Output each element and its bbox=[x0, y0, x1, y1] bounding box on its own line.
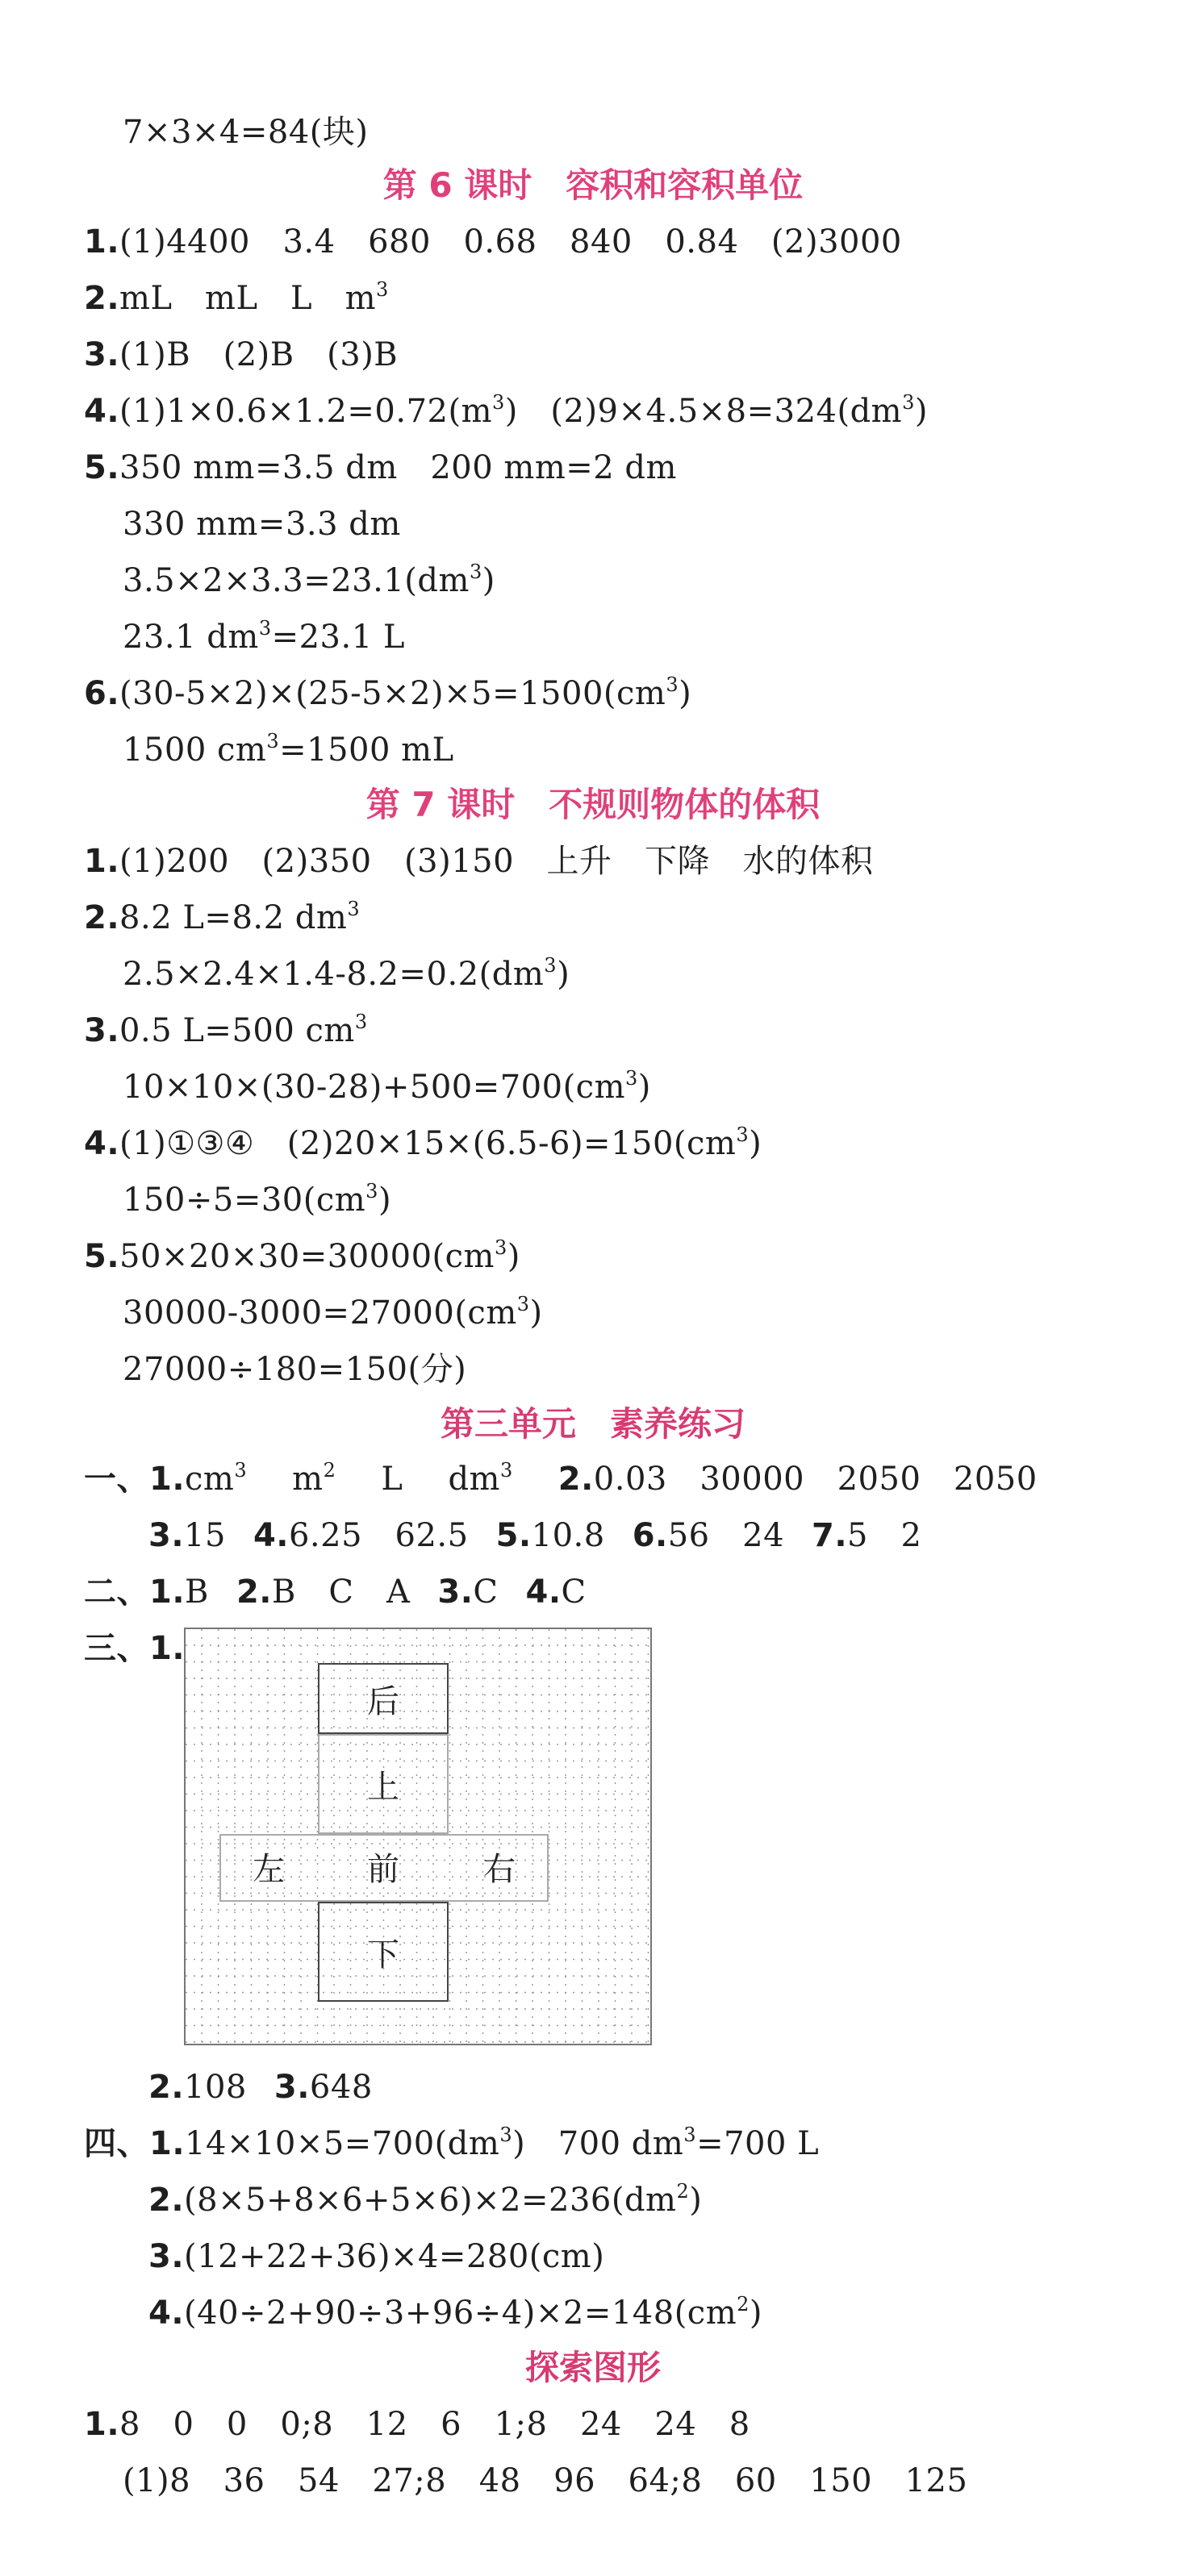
superscript: 2 bbox=[737, 2293, 750, 2315]
superscript: 3 bbox=[494, 1236, 507, 1259]
answer-3 bbox=[84, 1008, 368, 1053]
superscript: 3 bbox=[516, 1293, 530, 1315]
text: 7×3×4=84(块) bbox=[123, 114, 369, 151]
superscript: 3 bbox=[376, 278, 389, 301]
question-number: 5. bbox=[84, 449, 120, 486]
explore-line2 bbox=[123, 2458, 967, 2503]
question-number: 2. bbox=[236, 1574, 272, 1611]
question-number: 5. bbox=[84, 1238, 120, 1275]
answer-text: 6.25 62.5 bbox=[288, 1517, 469, 1554]
answer-text: 3.5×2×3.3=23.1(dm bbox=[123, 562, 470, 599]
superscript: 3 bbox=[354, 1011, 368, 1033]
question-number: 1. bbox=[149, 2125, 186, 2162]
answer-text: (1)4400 3.4 680 0.68 840 0.84 (2)3000 bbox=[119, 223, 902, 261]
superscript: 3 bbox=[683, 2124, 697, 2146]
section-heading-unit3: 第三单元 素养练习 bbox=[440, 1404, 745, 1444]
question-number: 2. bbox=[84, 899, 120, 936]
answer-text: ) bbox=[482, 562, 495, 599]
superscript: 3 bbox=[492, 391, 505, 414]
explore-line1 bbox=[84, 2402, 750, 2447]
answer-line bbox=[123, 615, 405, 660]
answer-text: ) 700 dm bbox=[512, 2125, 684, 2162]
superscript: 2 bbox=[323, 1459, 336, 1482]
question-number: 2. bbox=[148, 2182, 185, 2219]
question-number: 2. bbox=[148, 2069, 185, 2106]
question-number: 3. bbox=[437, 1574, 474, 1611]
part-four-line2 bbox=[148, 2178, 702, 2223]
part-prefix: 一、 bbox=[84, 1461, 149, 1498]
answer-text: B C A bbox=[271, 1574, 411, 1611]
answer-line bbox=[123, 502, 401, 547]
question-number: 3. bbox=[148, 2238, 185, 2275]
answer-text: 0.5 L=500 cm bbox=[119, 1012, 355, 1049]
answer-line bbox=[123, 110, 369, 155]
answer-text: 27000÷180=150(分) bbox=[123, 1351, 467, 1388]
part-prefix: 二、 bbox=[84, 1574, 149, 1611]
question-number: 6. bbox=[84, 675, 120, 712]
answer-line bbox=[123, 1065, 651, 1110]
superscript: 3 bbox=[902, 391, 915, 414]
question-number: 4. bbox=[84, 1125, 120, 1162]
answer-text: 1500 cm bbox=[123, 732, 267, 769]
superscript: 3 bbox=[544, 954, 558, 977]
answer-text: B bbox=[185, 1574, 209, 1611]
part-three-line2 bbox=[148, 2065, 373, 2110]
superscript: 3 bbox=[469, 561, 482, 583]
superscript: 3 bbox=[499, 2124, 513, 2146]
superscript: 2 bbox=[676, 2180, 690, 2203]
answer-3 bbox=[84, 332, 398, 377]
question-number: 7. bbox=[812, 1517, 848, 1554]
superscript: 3 bbox=[234, 1459, 248, 1482]
superscript: 3 bbox=[625, 1067, 638, 1090]
answer-text: 50×20×30=30000(cm bbox=[119, 1238, 495, 1275]
part-one-line1 bbox=[84, 1457, 1038, 1502]
answer-text: 2.5×2.4×1.4-8.2=0.2(dm bbox=[123, 956, 545, 993]
superscript: 3 bbox=[499, 1459, 513, 1482]
answer-text: 8.2 L=8.2 dm bbox=[119, 899, 348, 936]
answer-text: =700 L bbox=[696, 2125, 820, 2162]
part-one-line2 bbox=[148, 1513, 921, 1558]
section-heading-explore: 探索图形 bbox=[524, 2348, 661, 2387]
question-number: 4. bbox=[525, 1574, 562, 1611]
section-heading-lesson7: 第 7 课时 不规则物体的体积 bbox=[365, 785, 821, 824]
answer-text: ) (2)9×4.5×8=324(dm bbox=[504, 393, 903, 430]
answer-text: ) bbox=[637, 1069, 651, 1106]
question-number: 6. bbox=[632, 1517, 668, 1554]
question-number: 1. bbox=[149, 1461, 186, 1498]
answer-text: (12+22+36)×4=280(cm) bbox=[184, 2238, 605, 2275]
answer-text: 150÷5=30(cm bbox=[123, 1182, 366, 1219]
net-face-right: 右 bbox=[483, 1851, 516, 1888]
question-number: 1. bbox=[149, 1574, 186, 1611]
answer-text: 330 mm=3.3 dm bbox=[123, 506, 401, 543]
answer-text: L bbox=[381, 1461, 403, 1498]
answer-text: (1)B (2)B (3)B bbox=[119, 336, 399, 373]
answer-text: 10.8 bbox=[531, 1517, 605, 1554]
answer-text: mL mL L m bbox=[119, 280, 377, 317]
answer-text: 648 bbox=[309, 2069, 373, 2106]
answer-text: (30-5×2)×(25-5×2)×5=1500(cm bbox=[119, 675, 666, 712]
answer-text: 15 bbox=[184, 1517, 226, 1554]
answer-text: (1)200 (2)350 (3)150 上升 下降 水的体积 bbox=[119, 843, 874, 880]
question-number: 3. bbox=[84, 336, 120, 373]
superscript: 3 bbox=[666, 673, 679, 696]
question-number: 4. bbox=[148, 2295, 185, 2332]
answer-text: C bbox=[561, 1574, 587, 1611]
answer-4 bbox=[84, 389, 928, 434]
answer-text: 0.03 30000 2050 2050 bbox=[593, 1461, 1038, 1498]
answer-text: ) bbox=[507, 1238, 520, 1275]
cube-net-grid bbox=[184, 1628, 652, 2045]
answer-text: (1)8 36 54 27;8 48 96 64;8 60 150 125 bbox=[123, 2462, 968, 2499]
answer-text: (8×5+8×6+5×6)×2=236(dm bbox=[184, 2182, 677, 2219]
answer-text: 8 0 0 0;8 12 6 1;8 24 24 8 bbox=[119, 2406, 750, 2443]
question-number: 4. bbox=[253, 1517, 289, 1554]
answer-line bbox=[123, 558, 495, 603]
question-number: 1. bbox=[84, 843, 120, 880]
part-three-label bbox=[84, 1626, 185, 1671]
answer-text: ) bbox=[749, 1125, 762, 1162]
answer-text: 23.1 dm bbox=[123, 619, 259, 656]
answer-1 bbox=[84, 219, 902, 265]
answer-text: 56 24 bbox=[667, 1517, 785, 1554]
answer-4 bbox=[84, 1121, 762, 1166]
question-number: 3. bbox=[84, 1012, 120, 1049]
superscript: 3 bbox=[266, 730, 280, 752]
question-number: 1. bbox=[149, 1630, 186, 1667]
part-four-line3 bbox=[148, 2234, 604, 2279]
net-face-left: 左 bbox=[253, 1851, 285, 1888]
answer-line bbox=[123, 952, 570, 997]
answer-text: =23.1 L bbox=[271, 619, 405, 656]
answer-line bbox=[123, 1290, 543, 1336]
answer-text: 5 2 bbox=[847, 1517, 922, 1554]
answer-5 bbox=[84, 445, 677, 490]
question-number: 1. bbox=[84, 2406, 120, 2443]
answer-text: (1)1×0.6×1.2=0.72(m bbox=[119, 393, 493, 430]
answer-1 bbox=[84, 839, 874, 884]
answer-text: ) bbox=[679, 675, 692, 712]
question-number: 5. bbox=[495, 1517, 532, 1554]
answer-text: ) bbox=[689, 2182, 703, 2219]
answer-text: ) bbox=[557, 956, 570, 993]
question-number: 4. bbox=[84, 393, 120, 430]
answer-text: C bbox=[473, 1574, 499, 1611]
answer-line bbox=[123, 727, 454, 773]
superscript: 3 bbox=[365, 1180, 378, 1203]
section-heading-lesson6: 第 6 课时 容积和容积单位 bbox=[382, 165, 804, 205]
part-prefix: 三、 bbox=[84, 1630, 149, 1667]
net-face-bottom: 下 bbox=[318, 1902, 449, 2002]
answer-text: dm bbox=[448, 1461, 500, 1498]
answer-text: cm bbox=[185, 1461, 235, 1498]
superscript: 3 bbox=[736, 1123, 750, 1146]
part-prefix: 四、 bbox=[84, 2125, 149, 2162]
part-four-line1 bbox=[84, 2121, 819, 2166]
question-number: 3. bbox=[274, 2069, 310, 2106]
answer-text: ) bbox=[749, 2295, 763, 2332]
answer-2 bbox=[84, 895, 360, 940]
answer-5 bbox=[84, 1234, 520, 1279]
answer-text: 350 mm=3.5 dm 200 mm=2 dm bbox=[119, 449, 677, 486]
answer-text: ) bbox=[378, 1182, 392, 1219]
answer-text: 10×10×(30-28)+500=700(cm bbox=[123, 1069, 626, 1106]
question-number: 2. bbox=[558, 1461, 594, 1498]
answer-text: 108 bbox=[184, 2069, 247, 2106]
part-two bbox=[84, 1569, 587, 1615]
net-face-back: 后 bbox=[318, 1663, 449, 1734]
superscript: 3 bbox=[258, 617, 272, 640]
answer-text: (40÷2+90÷3+96÷4)×2=148(cm bbox=[184, 2295, 737, 2332]
answer-text: 14×10×5=700(dm bbox=[185, 2125, 500, 2162]
answer-6 bbox=[84, 671, 691, 716]
part-four-line4 bbox=[148, 2290, 762, 2336]
superscript: 3 bbox=[347, 898, 361, 920]
answer-text: 30000-3000=27000(cm bbox=[123, 1294, 517, 1332]
answer-text: (1)①③④ (2)20×15×(6.5-6)=150(cm bbox=[119, 1125, 737, 1162]
answer-text: m bbox=[292, 1461, 324, 1498]
net-face-top: 上 bbox=[318, 1734, 449, 1834]
net-face-front: 前 bbox=[367, 1851, 399, 1888]
answer-line bbox=[123, 1347, 466, 1392]
answer-text: ) bbox=[914, 393, 928, 430]
answer-line bbox=[123, 1178, 391, 1223]
answer-text: ) bbox=[529, 1294, 543, 1332]
question-number: 3. bbox=[148, 1517, 185, 1554]
question-number: 2. bbox=[84, 280, 120, 317]
answer-2 bbox=[84, 276, 389, 321]
question-number: 1. bbox=[84, 223, 120, 261]
answer-text: =1500 mL bbox=[279, 732, 454, 769]
